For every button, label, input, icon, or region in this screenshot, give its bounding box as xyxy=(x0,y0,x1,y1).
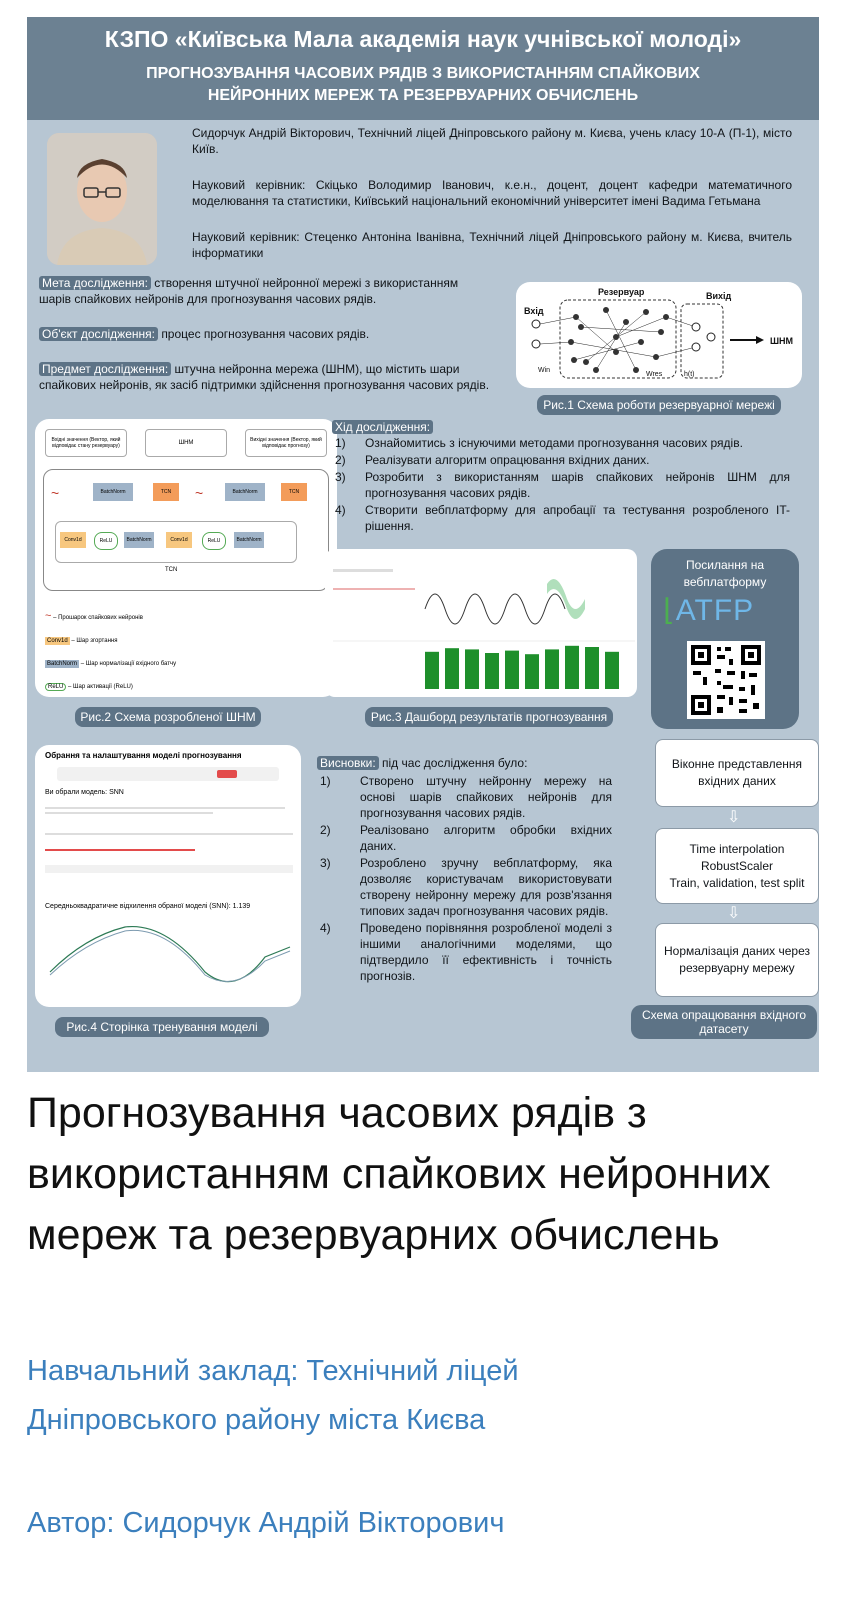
flow-step-2: Time interpolation RobustScaler Train, validation, test split xyxy=(655,828,819,904)
forecast-bar xyxy=(425,652,439,689)
flow-caption: Схема опрацювання вхідного датасету xyxy=(631,1005,817,1039)
course-tag-wrap xyxy=(332,419,433,435)
fig3-caption: Рис.3 Дашборд результатів прогнозування xyxy=(365,707,613,727)
forecast-bars xyxy=(425,646,619,689)
forecast-bar xyxy=(485,653,499,689)
output-values-box: Вихідні значення (Вектор, який відповідає прогнозу) xyxy=(245,429,327,457)
course-item: 2) Реалізувати алгоритм опрацювання вхідних даних. xyxy=(335,453,650,467)
legend-item: BatchNorm – Шар нормалізації вхідного батчу xyxy=(47,661,177,667)
model-description xyxy=(45,803,285,821)
batchnorm-block: BatchNorm xyxy=(234,532,264,548)
model-tabs xyxy=(57,767,279,781)
forecast-bar xyxy=(545,649,559,689)
training-plot xyxy=(45,917,295,997)
supervisor-2: Науковий керівник: Стеценко Антоніна Іванівна, Технічний ліцей Дніпровського району м. Києва, вчитель інформатики xyxy=(192,230,792,260)
ht-label: h(t) xyxy=(684,371,695,378)
conclusion-item: 3) Розроблено зручну вебплатформу, яка дозволяє користувачам використовувати створену нейронну мережу для розв'язання типових задач прогнозування часових рядів. xyxy=(320,856,612,918)
dashboard-screenshot xyxy=(325,549,637,697)
fig1-caption: Рис.1 Схема роботи резервуарної мережі xyxy=(537,395,781,415)
forecast-bar xyxy=(565,646,579,689)
poster-title: ПРОГНОЗУВАННЯ ЧАСОВИХ РЯДІВ З ВИКОРИСТАННЯМ СПАЙКОВИХ НЕЙРОННИХ МЕРЕЖ ТА РЕЗЕРВУАРНИХ ОБЧИСЛЕНЬ xyxy=(146,65,700,104)
tcn-block: TCN xyxy=(153,483,179,501)
school-link[interactable]: Навчальний заклад: Технічний ліцей Дніпровського району міста Києва xyxy=(27,1355,519,1436)
course-tag: Хід дослідження: xyxy=(332,420,433,434)
conclusions-lead: під час дослідження було: xyxy=(382,756,528,770)
goal-text: створення штучної нейронної мережі з використанням шарів спайкових нейронів для прогнозування часових рядів. xyxy=(39,276,459,306)
conclusion-item: 4) Проведено порівняння розробленої моделі з іншими аналогічними моделями, що підтвердило її ефективність і точність прогнозів. xyxy=(320,921,612,983)
course-item: 3) Розробити з використанням шарів спайкових нейронів ШНМ для прогнозування часових рядів. xyxy=(335,470,790,500)
wres-label: Wres xyxy=(646,371,663,378)
fig2-caption: Рис.2 Схема розробленої ШНМ xyxy=(75,707,261,727)
spike-icon: ~ xyxy=(45,610,52,622)
training-page-screenshot xyxy=(35,745,301,1007)
training-page-title: Обрання та налаштування моделі прогнозування xyxy=(45,751,242,760)
selected-tab xyxy=(217,770,237,778)
forecast-bar xyxy=(505,651,519,689)
snn-output-label: ШНМ xyxy=(770,336,794,346)
article-title: Прогнозування часових рядів з використанням спайкових нейронних мереж та резервуарних обчислень xyxy=(27,1089,771,1259)
subject-text: штучна нейронна мережа (ШНМ), що містить шари спайкових нейронів, як засіб підтримки здійснення прогнозування часових рядів. xyxy=(39,362,490,392)
layer-row-1 xyxy=(45,481,325,505)
batchnorm-block: BatchNorm xyxy=(225,483,265,501)
course-list xyxy=(335,435,790,535)
object-block xyxy=(39,326,491,342)
course-item: 4) Створити вебплатформу для апробації та тестування розробленого IT-рішення. xyxy=(335,503,790,533)
input-values-box: Вхідні значення (Вектор, який відповідає стану резервуару) xyxy=(45,429,127,457)
forecast-bar xyxy=(465,649,479,689)
tcn-label: TCN xyxy=(165,567,178,573)
reservoir-diagram xyxy=(516,282,802,388)
fig2-legend xyxy=(45,605,325,699)
snn-scheme xyxy=(35,419,337,697)
author-link[interactable]: Автор: Сидорчук Андрій Вікторович xyxy=(27,1507,505,1539)
conclusions-list xyxy=(320,773,612,985)
conv1d-block: Conv1d xyxy=(60,532,86,548)
legend-item: Conv1d – Шар згортання xyxy=(47,638,118,644)
conclusions-tag: Висновки: xyxy=(317,756,379,770)
supervisor-1: Науковий керівник: Скіцько Володимир Іванович, к.е.н., доцент, доцент кафедри математичного моделювання та статистики, Київський національний економічний університет імені Вадима Гетьмана xyxy=(192,178,792,208)
win-label: Win xyxy=(538,367,551,374)
flow-step-3: Нормалізація даних через резервуарну мережу xyxy=(655,923,819,997)
conclusions-head xyxy=(317,755,527,771)
legend-item: ReLU – Шар активації (ReLU) xyxy=(45,676,325,699)
forecast-bar xyxy=(525,654,539,689)
down-arrow-icon: ⇩ xyxy=(727,905,741,922)
platform-box xyxy=(651,549,799,729)
reservoir-label: Резервуар xyxy=(598,287,645,297)
conclusion-item: 1) Створено штучну нейронну мережу на основі шарів спайкових нейронів для прогнозування часових рядів. xyxy=(320,774,612,820)
poster-image xyxy=(27,17,819,1072)
qr-code[interactable] xyxy=(687,641,765,719)
rmse-readout: Середньоквадратичне відхилення обраної моделі (SNN): 1.139 xyxy=(45,903,251,910)
chosen-model: Ви обрали модель: SNN xyxy=(45,789,124,796)
slider-fill xyxy=(45,849,195,851)
flow-step-1: Віконне представлення вхідних даних xyxy=(655,739,819,807)
author-photo xyxy=(47,133,157,265)
poster-institution: КЗПО «Київська Мала академія наук учнівської молоді» xyxy=(104,26,742,52)
snn-box: ШНМ xyxy=(145,429,227,457)
forecast-bar xyxy=(585,647,599,689)
down-arrow-icon: ⇩ xyxy=(727,809,741,826)
relu-block: ReLU xyxy=(94,532,118,550)
object-text: процес прогнозування часових рядів. xyxy=(161,327,370,341)
goal-tag: Мета дослідження: xyxy=(39,276,151,290)
goal-block xyxy=(39,275,491,307)
author-info: Сидорчук Андрій Вікторович, Технічний ліцей Дніпровського району м. Києва, учень класу 10-А (П-1), місто Київ. xyxy=(192,126,792,156)
spike-icon: ~ xyxy=(51,485,60,501)
tcn-block: TCN xyxy=(281,483,307,501)
conv1d-block: Conv1d xyxy=(166,532,192,548)
logo-mark-icon: ⌊ xyxy=(663,594,676,627)
tcn-detail xyxy=(55,521,297,563)
poster-header xyxy=(27,17,819,120)
forecast-bar xyxy=(605,652,619,689)
object-tag: Об'єкт дослідження: xyxy=(39,327,158,341)
slider-track xyxy=(45,833,293,835)
platform-label: Посилання на вебплатформу xyxy=(683,558,767,589)
output-label: Вихід xyxy=(706,291,732,301)
platform-logo[interactable]: ⌊ATFP xyxy=(663,594,755,627)
input-label: Вхід xyxy=(524,306,544,316)
forecast-bar xyxy=(445,648,459,689)
fig4-caption: Рис.4 Сторінка тренування моделі xyxy=(55,1017,269,1037)
select-input xyxy=(45,865,293,873)
legend-item: ~ – Прошарок спайкових нейронів xyxy=(45,610,143,622)
spike-icon: ~ xyxy=(195,485,204,501)
course-item: 1) Ознайомитись з існуючими методами прогнозування часових рядів. xyxy=(335,436,743,450)
batchnorm-block: BatchNorm xyxy=(124,532,154,548)
conclusion-item: 2) Реалізовано алгоритм обробки вхідних даних. xyxy=(320,823,612,853)
subject-tag: Предмет дослідження: xyxy=(39,362,171,376)
relu-block: ReLU xyxy=(202,532,226,550)
subject-block xyxy=(39,361,491,393)
batchnorm-block: BatchNorm xyxy=(93,483,133,501)
